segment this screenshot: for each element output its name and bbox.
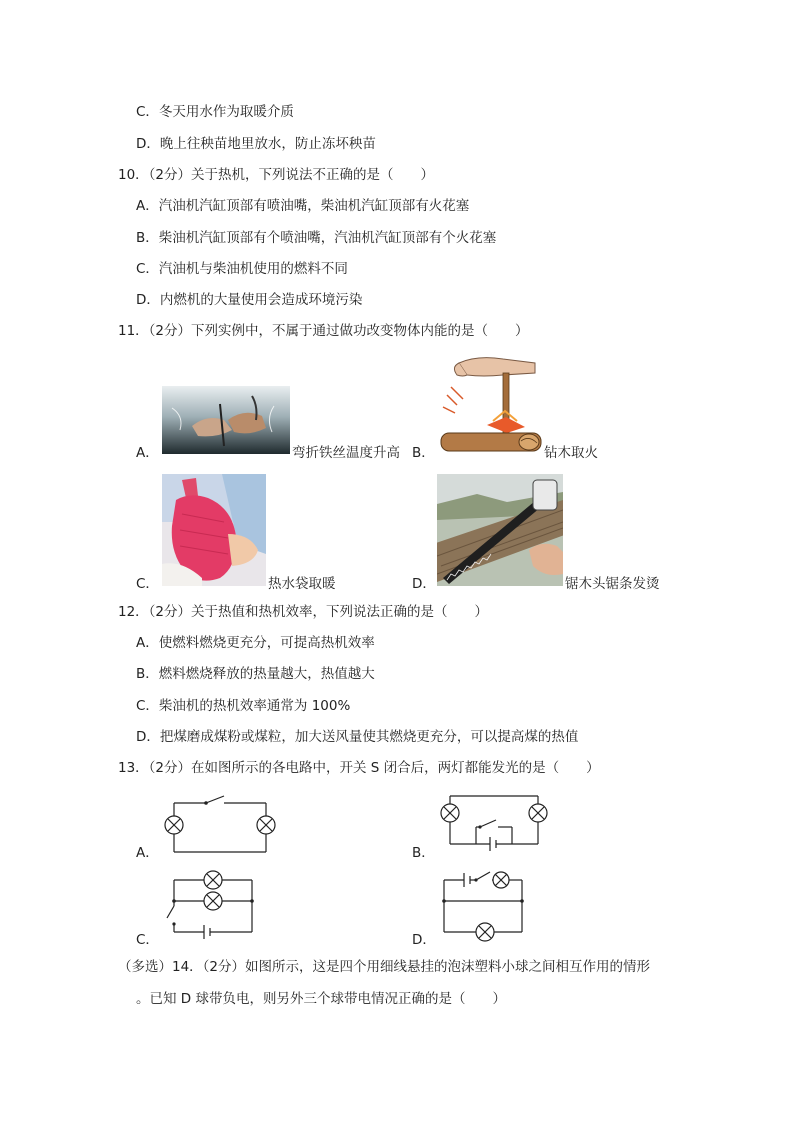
q10-option-c: C．汽油机与柴油机使用的燃料不同	[136, 261, 348, 277]
q13-label-c: C．	[136, 932, 159, 948]
q11-label-a: A．	[136, 445, 159, 461]
circuit-a-diagram	[158, 794, 282, 856]
q11-caption-a: 弯折铁丝温度升高	[292, 445, 400, 461]
q10-option-b: B．柴油机汽缸顶部有个喷油嘴，汽油机汽缸顶部有个火花塞	[136, 230, 497, 246]
q13-stem: 13．（2分）在如图所示的各电路中，开关 S 闭合后，两灯都能发光的是（ ）	[118, 760, 600, 776]
q11-caption-b: 钻木取火	[544, 445, 598, 461]
q14-stem-line2: 。已知 D 球带负电，则另外三个球带电情况正确的是（ ）	[136, 991, 506, 1007]
q10-stem: 10．（2分）关于热机，下列说法不正确的是（ ）	[118, 167, 435, 183]
circuit-c-diagram	[162, 868, 258, 944]
circuit-d-diagram	[438, 868, 530, 944]
q9-option-c: C．冬天用水作为取暖介质	[136, 104, 294, 120]
q12-option-d: D．把煤磨成煤粉或煤粒，加大送风量使其燃烧更充分，可以提高煤的热值	[136, 729, 579, 745]
q13-label-b: B．	[412, 845, 435, 861]
q14-stem-line1: （多选）14．（2分）如图所示，这是四个用细线悬挂的泡沫塑料小球之间相互作用的情形	[118, 959, 651, 975]
circuit-b-diagram	[436, 790, 552, 856]
sawing-wood-photo	[437, 474, 563, 586]
q11-label-b: B．	[412, 445, 435, 461]
q11-caption-c: 热水袋取暖	[268, 576, 336, 592]
q10-option-a: A．汽油机汽缸顶部有喷油嘴，柴油机汽缸顶部有火花塞	[136, 198, 470, 214]
q13-label-d: D．	[412, 932, 436, 948]
q12-option-c: C．柴油机的热机效率通常为 100%	[136, 698, 351, 714]
hot-water-bag-photo	[162, 474, 266, 586]
q9-option-d: D．晚上往秧苗地里放水，防止冻坏秧苗	[136, 136, 376, 152]
q11-label-c: C．	[136, 576, 159, 592]
q12-option-b: B．燃料燃烧释放的热量越大，热值越大	[136, 666, 375, 682]
drilling-wood-fire-drawing	[437, 355, 543, 455]
q12-option-a: A．使燃料燃烧更充分，可提高热机效率	[136, 635, 375, 651]
q12-stem: 12．（2分）关于热值和热机效率，下列说法正确的是（ ）	[118, 604, 489, 620]
q10-option-d: D．内燃机的大量使用会造成环境污染	[136, 292, 363, 308]
q11-stem: 11．（2分）下列实例中，不属于通过做功改变物体内能的是（ ）	[118, 323, 529, 339]
q13-label-a: A．	[136, 845, 159, 861]
q11-label-d: D．	[412, 576, 436, 592]
q11-caption-d: 锯木头锯条发烫	[565, 576, 660, 592]
bending-wire-photo	[162, 386, 290, 454]
